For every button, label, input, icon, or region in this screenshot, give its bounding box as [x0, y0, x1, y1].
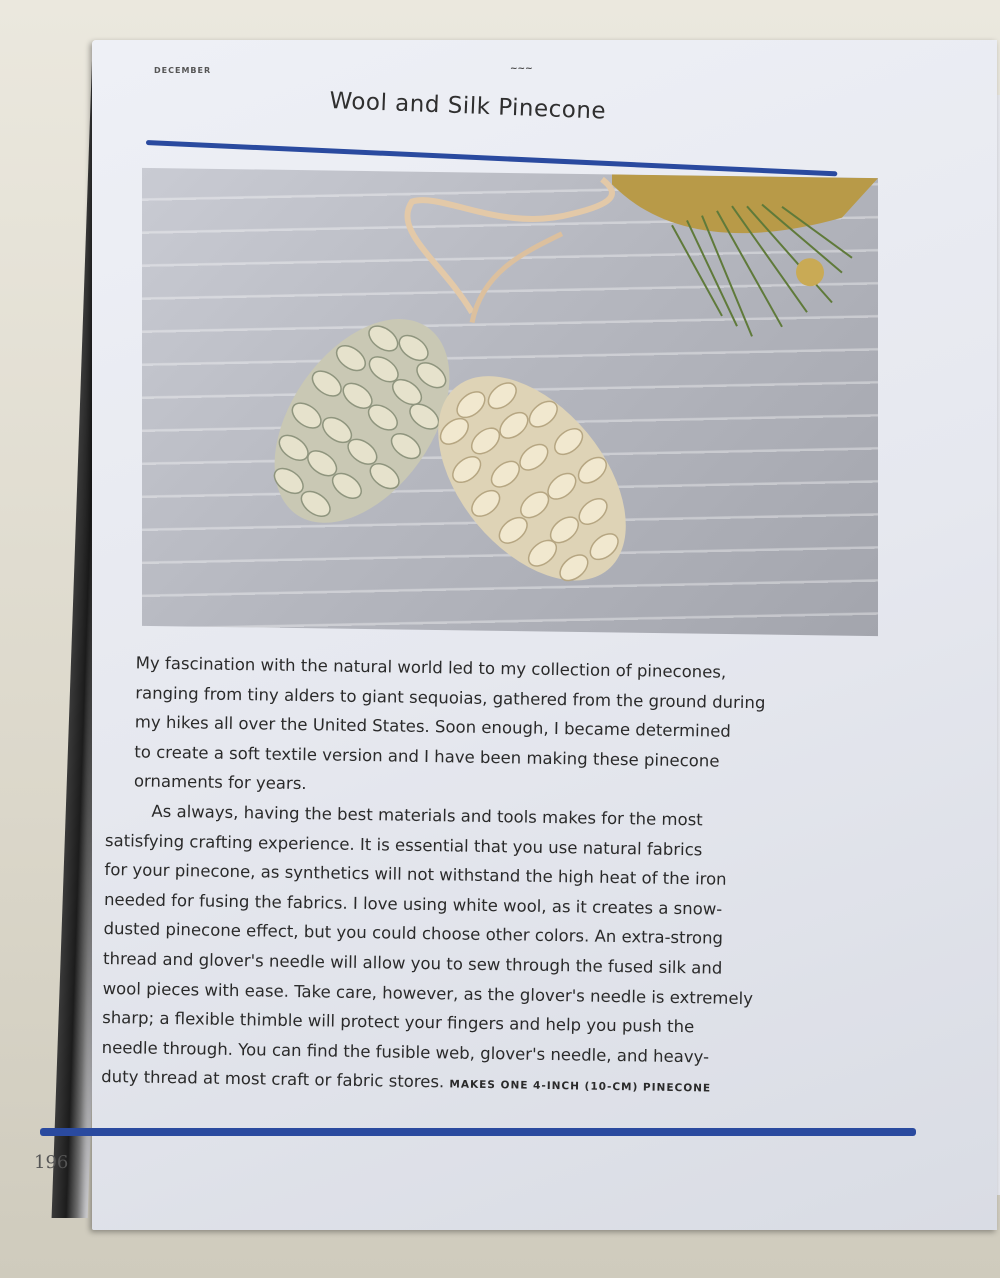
text-line: ornaments for years. [133, 771, 307, 794]
text-line: sharp; a flexible thimble will protect your fingers and help you push the [102, 1008, 695, 1037]
text-line: needle through. You can find the fusible web, glover's needle, and heavy- [101, 1037, 710, 1067]
text-line: to create a soft textile version and I have been making these pinecone [134, 742, 720, 771]
footer-rule [40, 1128, 916, 1136]
page-title: Wool and Silk Pinecone [329, 88, 607, 125]
text-line: ranging from tiny alders to giant sequoias, gathered from the ground during [135, 683, 766, 712]
folio-mark: ~~~ [510, 64, 533, 74]
paragraph-1 [106, 648, 898, 808]
silk-ribbon [407, 177, 612, 315]
pinecone-photo [142, 168, 878, 636]
text-line: for your pinecone, as synthetics will not withstand the high heat of the iron [104, 860, 727, 889]
text-line: My fascination with the natural world led to my collection of pinecones, [135, 653, 727, 682]
pinecone-illustration [142, 168, 878, 636]
text-line: thread and glover's needle will allow you to sew through the fused silk and [102, 948, 723, 978]
body-text [101, 648, 898, 1107]
text-line: my hikes all over the United States. Soon enough, I became determined [134, 712, 731, 741]
yield-note: MAKES ONE 4-INCH (10-CM) PINECONE [449, 1078, 712, 1095]
text-line: satisfying crafting experience. It is essential that you use natural fabrics [104, 830, 703, 859]
section-label: DECEMBER [154, 66, 212, 75]
text-line: As always, having the best materials and tools makes for the most [151, 801, 703, 830]
bell-bead [796, 258, 824, 286]
paragraph-2 [101, 796, 896, 1107]
last-line-text: duty thread at most craft or fabric stores. [101, 1067, 445, 1092]
text-line: needed for fusing the fabrics. I love using white wool, as it creates a snow- [103, 889, 723, 919]
page-number: 196 [34, 1152, 69, 1173]
text-line: wool pieces with ease. Take care, however, as the glover's needle is extremely [102, 978, 754, 1008]
text-line: dusted pinecone effect, but you could choose other colors. An extra-strong [103, 919, 724, 949]
